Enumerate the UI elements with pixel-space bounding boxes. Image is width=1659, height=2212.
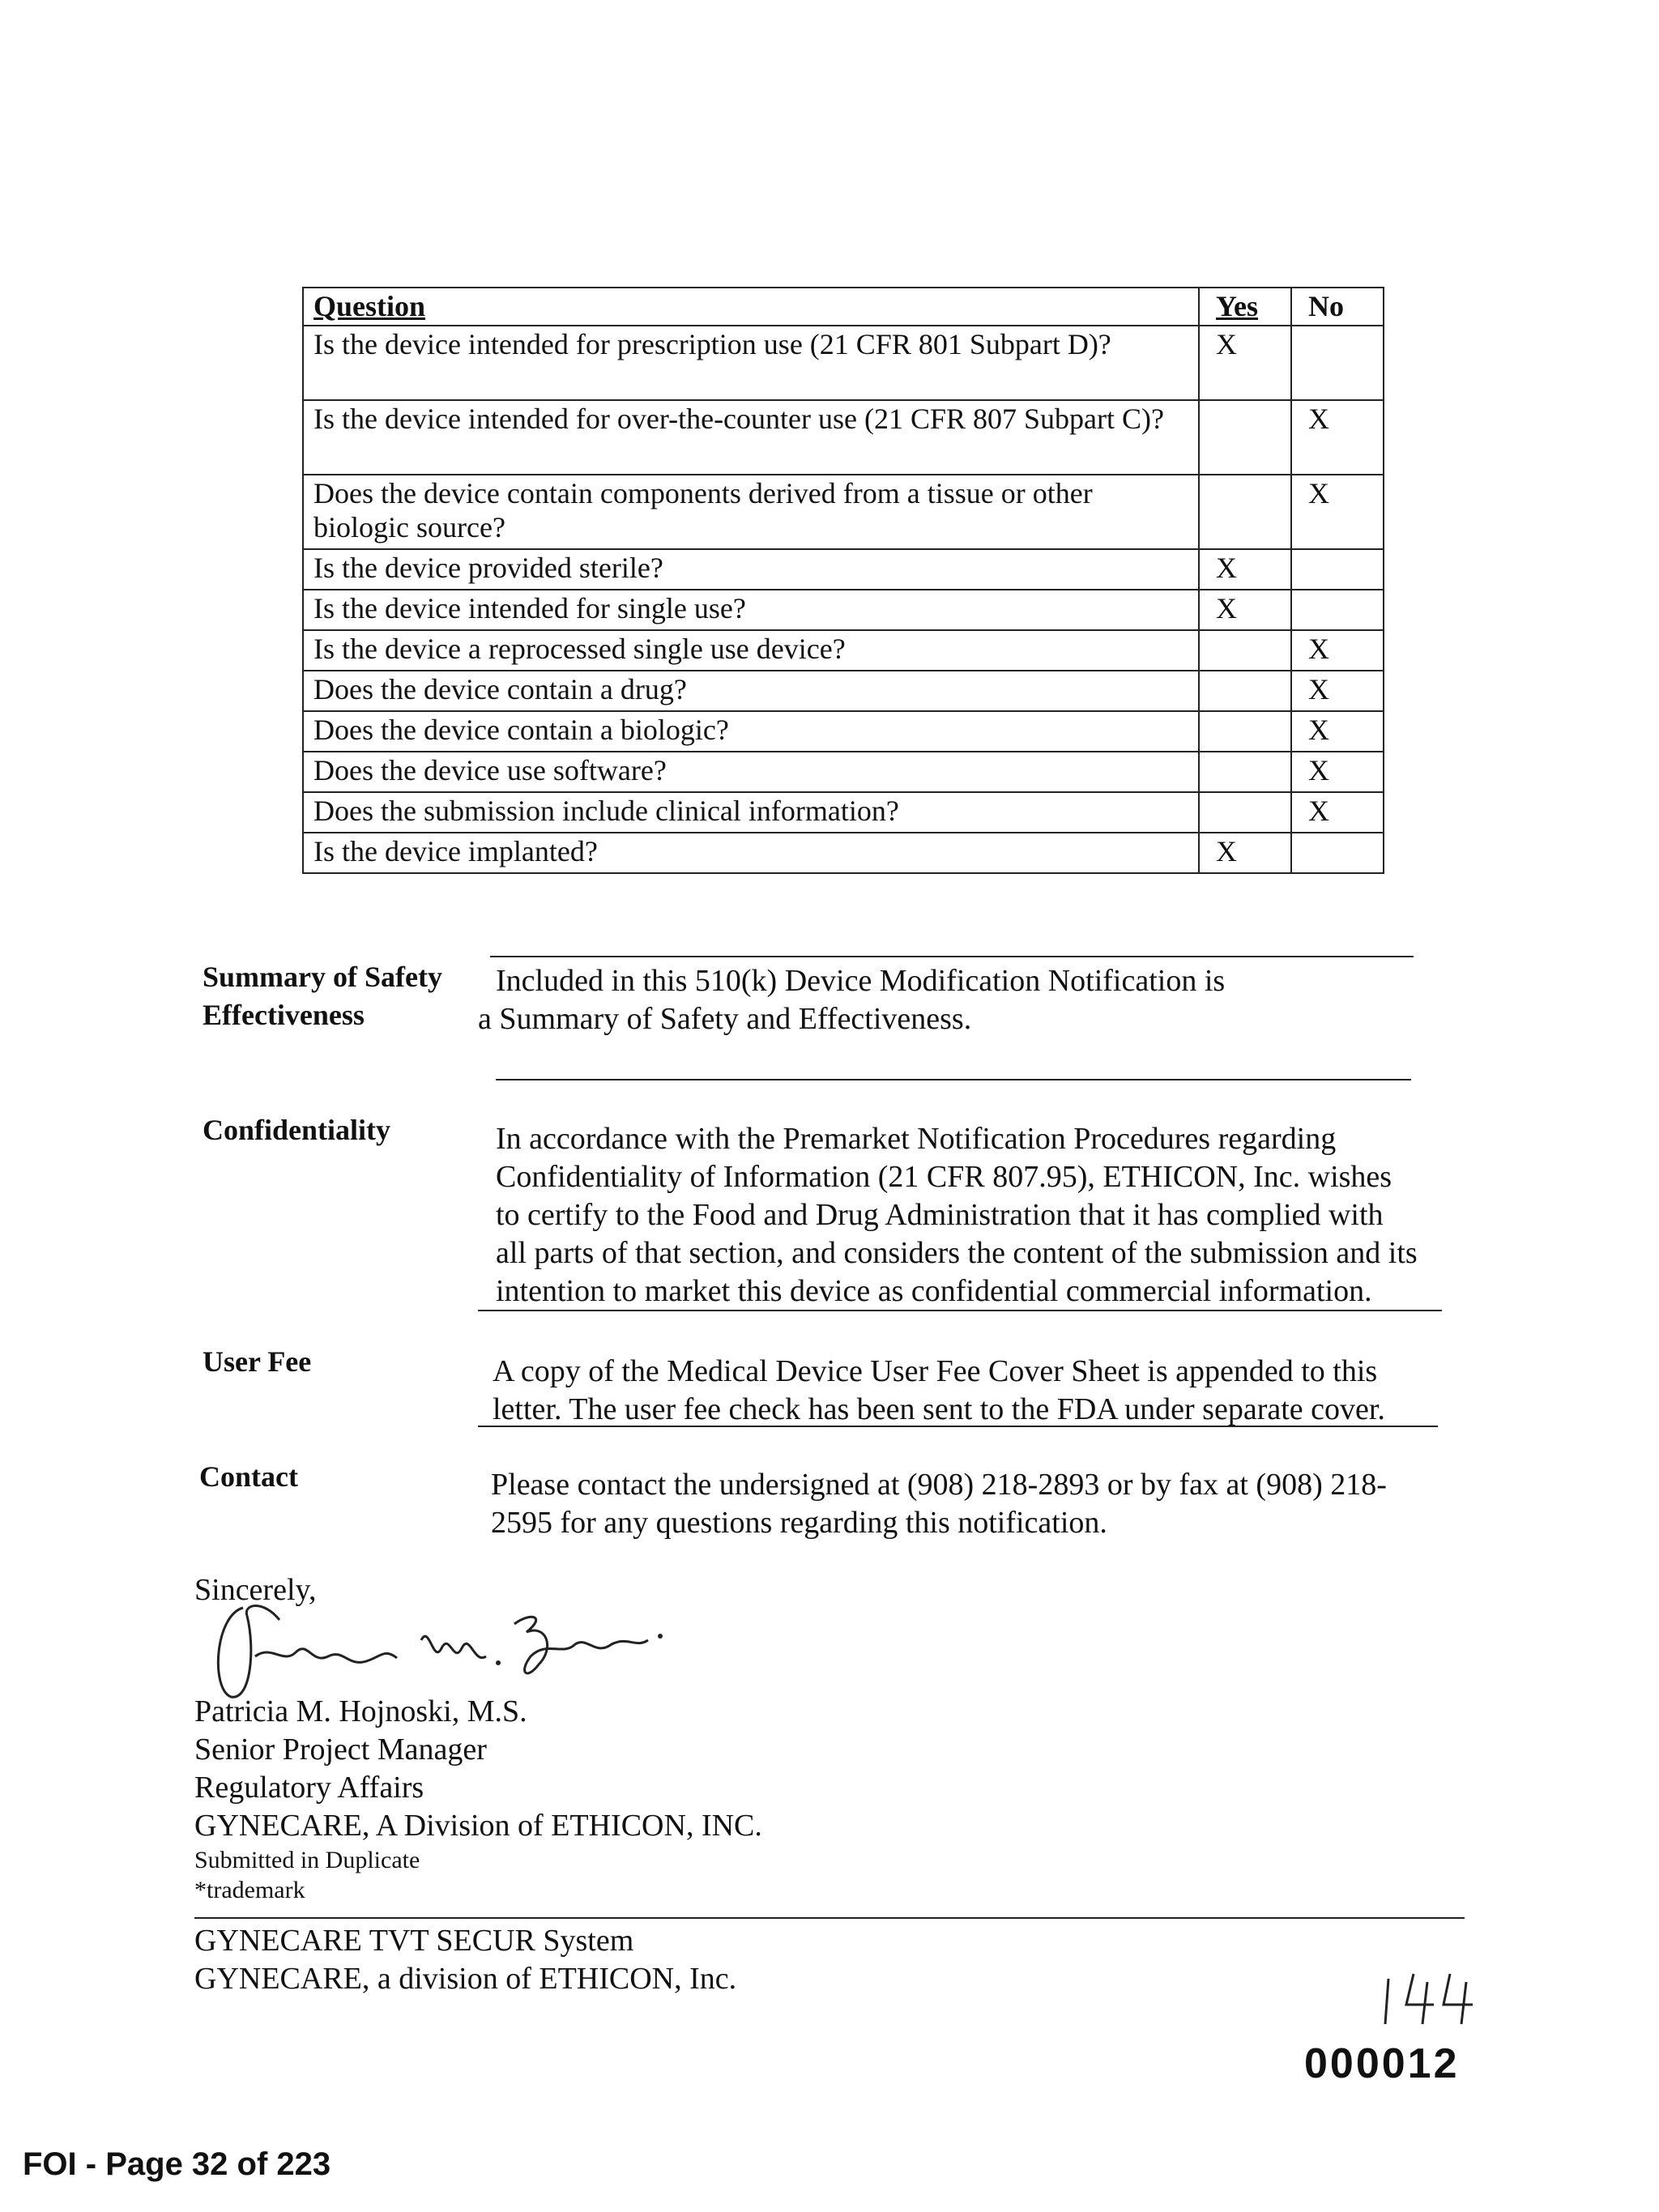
- yes-cell: [1199, 400, 1291, 475]
- table-row: [303, 671, 1384, 711]
- no-cell: X: [1291, 475, 1384, 549]
- signature-block: [194, 1693, 762, 1905]
- table-row: [303, 752, 1384, 792]
- yes-cell: X: [1199, 549, 1291, 590]
- handwritten-signature: [207, 1600, 693, 1705]
- signer-name: Patricia M. Hojnoski, M.S.: [194, 1694, 527, 1728]
- no-cell: X: [1291, 792, 1384, 833]
- question-cell: Does the submission include clinical information?: [303, 792, 1199, 833]
- no-cell: X: [1291, 630, 1384, 671]
- no-cell: X: [1291, 400, 1384, 475]
- submitted-note: Submitted in Duplicate: [194, 1847, 420, 1873]
- divider: [478, 1426, 1438, 1427]
- no-cell: [1291, 833, 1384, 873]
- yes-cell: X: [1199, 326, 1291, 400]
- contact-text: [491, 1466, 1387, 1542]
- question-cell: Does the device use software?: [303, 752, 1199, 792]
- no-cell: X: [1291, 711, 1384, 752]
- question-cell: Is the device intended for over-the-counter use (21 CFR 807 Subpart C)?: [303, 400, 1199, 475]
- yes-cell: [1199, 630, 1291, 671]
- footer-rule: [194, 1917, 1465, 1919]
- confidentiality-line: Confidentiality of Information (21 CFR 807.95), ETHICON, Inc. wishes: [496, 1160, 1392, 1194]
- question-cell: Is the device implanted?: [303, 833, 1199, 873]
- question-cell: Is the device provided sterile?: [303, 549, 1199, 590]
- divider: [496, 1079, 1411, 1080]
- foi-page-label: FOI - Page 32 of 223: [23, 2146, 331, 2182]
- no-cell: X: [1291, 671, 1384, 711]
- signer-company: GYNECARE, A Division of ETHICON, INC.: [194, 1809, 762, 1843]
- safety-label: [203, 958, 442, 1034]
- confidentiality-line: In accordance with the Premarket Notification Procedures regarding: [496, 1122, 1337, 1156]
- contact-line: 2595 for any questions regarding this notification.: [491, 1506, 1107, 1540]
- safety-text: [478, 962, 1226, 1038]
- table-row: [303, 475, 1384, 549]
- table-row: [303, 711, 1384, 752]
- question-cell: Does the device contain a biologic?: [303, 711, 1199, 752]
- confidentiality-line: intention to market this device as confidential commercial information.: [496, 1274, 1372, 1308]
- table-header-row: [303, 288, 1384, 326]
- no-cell: [1291, 326, 1384, 400]
- document-number: 000012: [1304, 2040, 1460, 2087]
- table-row: [303, 833, 1384, 873]
- footer-line1: GYNECARE TVT SECUR System: [194, 1924, 634, 1958]
- confidentiality-line: all parts of that section, and considers the content of the submission and its: [496, 1236, 1418, 1270]
- question-cell: Is the device intended for prescription use (21 CFR 801 Subpart D)?: [303, 326, 1199, 400]
- trademark-note: *trademark: [194, 1877, 305, 1903]
- table-row: [303, 549, 1384, 590]
- confidentiality-text: [496, 1120, 1418, 1311]
- yes-cell: [1199, 671, 1291, 711]
- safety-text-line2: a Summary of Safety and Effectiveness.: [478, 1002, 972, 1036]
- handwritten-page-number: [1377, 1964, 1482, 2029]
- table-row: [303, 630, 1384, 671]
- header-no: No: [1291, 288, 1384, 326]
- question-cell: Does the device contain components derived from a tissue or other biologic source?: [303, 475, 1199, 549]
- safety-label-line1: Summary of Safety: [203, 961, 442, 993]
- table-row: [303, 326, 1384, 400]
- question-cell: Is the device a reprocessed single use device?: [303, 630, 1199, 671]
- contact-line: Please contact the undersigned at (908) 218-2893 or by fax at (908) 218-: [491, 1468, 1387, 1502]
- confidentiality-line: to certify to the Food and Drug Administration that it has complied with: [496, 1198, 1384, 1232]
- no-cell: X: [1291, 752, 1384, 792]
- no-cell: [1291, 590, 1384, 630]
- question-cell: Is the device intended for single use?: [303, 590, 1199, 630]
- confidentiality-label: Confidentiality: [203, 1114, 391, 1146]
- user-fee-label: User Fee: [203, 1345, 312, 1378]
- no-cell: [1291, 549, 1384, 590]
- device-questions-table: [302, 287, 1384, 874]
- yes-cell: [1199, 711, 1291, 752]
- yes-cell: X: [1199, 833, 1291, 873]
- user-fee-text: [493, 1353, 1385, 1429]
- divider: [490, 956, 1414, 957]
- footer-line2: GYNECARE, a division of ETHICON, Inc.: [194, 1962, 737, 1996]
- signer-department: Regulatory Affairs: [194, 1771, 424, 1805]
- user-fee-line: letter. The user fee check has been sent to the FDA under separate cover.: [493, 1392, 1385, 1426]
- yes-cell: [1199, 792, 1291, 833]
- header-yes: Yes: [1199, 288, 1291, 326]
- salutation: Sincerely,: [194, 1573, 317, 1607]
- table-row: [303, 792, 1384, 833]
- safety-text-line1: Included in this 510(k) Device Modification Notification is: [496, 964, 1226, 998]
- table-row: [303, 400, 1384, 475]
- contact-label: Contact: [199, 1460, 298, 1493]
- table-row: [303, 590, 1384, 630]
- header-question: Question: [303, 288, 1199, 326]
- yes-cell: [1199, 475, 1291, 549]
- yes-cell: [1199, 752, 1291, 792]
- divider: [478, 1310, 1442, 1311]
- yes-cell: X: [1199, 590, 1291, 630]
- safety-label-line2: Effectiveness: [203, 999, 365, 1031]
- question-cell: Does the device contain a drug?: [303, 671, 1199, 711]
- signer-title: Senior Project Manager: [194, 1733, 487, 1767]
- user-fee-line: A copy of the Medical Device User Fee Cover Sheet is appended to this: [493, 1354, 1378, 1388]
